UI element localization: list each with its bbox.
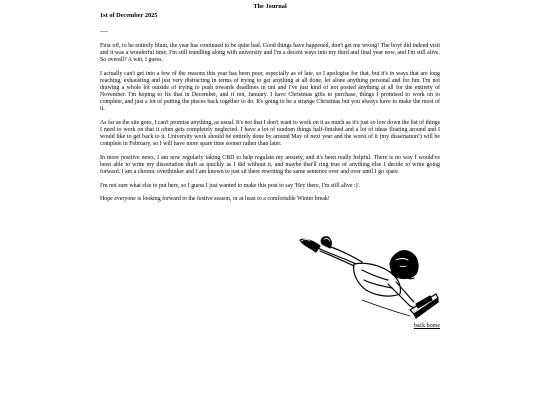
entry-paragraph-4: In more positive news, I am now regularly taking CBD to help regulate my anxiety, and it's been really helpful. There is no way I would've been able to write my dissertation draft as quickly as I did without it, and maybe that'll ring true of anything else I decide to write going forward. I am a chronic overthinker and I am known to just sit there rewriting the same sentence over and over until I go spare. (100, 154, 440, 175)
entry-paragraph-3: As far as the site goes, I can't promise anything, as usual. It's not that I don't want to work on it as much as it's just so low down the list of things I need to work on that it often gets completely neglected. I have a lot of random things half-finished and a lot of ideas floating around and I would like to get back to it. University work should be entirely done by around May of next year and the worst of it (my dissertation!) will be complete in February, so I will have more spare time sooner rather than later. (100, 119, 440, 148)
entry-paragraph-5: I'm not sure what else to put here, so I guess I just wanted to make this post to say 'Hey there, I'm still alive :)'. (100, 182, 361, 189)
entry-separator: ---- (100, 29, 108, 35)
entry-paragraph-2: I actually can't get into a few of the reasons this year has been poor, especially as of late, so I apologise for that, but it's in ways that are long reaching, exhausting and just very distracting in terms of trying to get anything at all done, let alone anything personal and for fun. I'm not drawing a whole lot outside of trying to push towards deadlines in uni and I've just kind of not posted anything at all for the entirety of November. I'm hoping to fix that in December, and if not, January. I have Christmas gifts to purchase, things I promised to work on to complete, and just a lot of putting the pieces back together to do. It's going to be a strange Christmas but you always have to make the most of it. (100, 70, 440, 113)
page-title: The Journal (253, 3, 287, 10)
person-with-laptop-illustration (292, 234, 440, 320)
entry-paragraph-1: First off, to be entirely blunt, the year has continued to be quite bad. Good things have happened, don't get me wrong! The boyf did indeed visit and it was a wonderful time, I'm still trundling along with university and I'm a decent ways into my third and final year now, and I'm still alive. So overall? A win, I guess. (100, 43, 440, 64)
entry-paragraph-6: Hope everyone is looking forward to the festive season, or at least to a comfortable Winter break! (100, 196, 330, 203)
entry-date: 1st of December 2025 (100, 12, 158, 19)
back-home-link[interactable]: back home (413, 323, 440, 329)
journal-entry (100, 12, 440, 210)
